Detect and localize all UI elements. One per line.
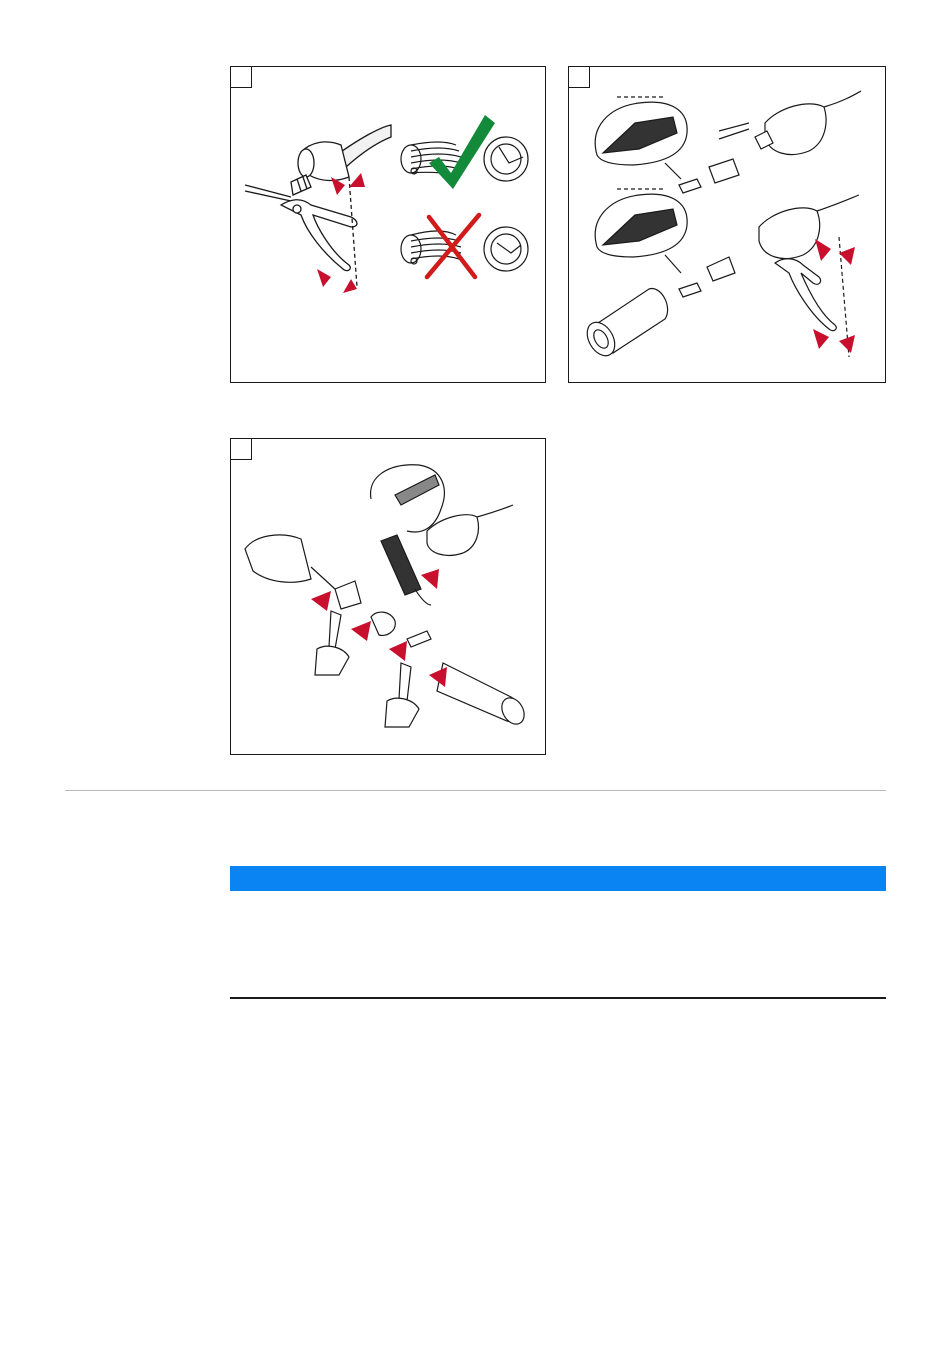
cross-icon [427,215,479,277]
file-tool-icon [381,535,421,595]
note-bottom-rule [230,997,886,999]
note-header-bar [230,866,886,891]
arrow-icon [813,239,855,353]
pliers-icon [775,259,836,331]
section-divider [65,790,886,791]
step-panel-2 [568,66,886,383]
arrow-icon [317,173,365,293]
step-panel-3 [230,438,546,755]
step-panel-1 [230,66,546,383]
liner-coil-correct [401,142,461,175]
tip-holder [335,581,361,609]
contact-tip [407,631,431,647]
pliers-icon [281,200,357,271]
insulator [371,612,395,635]
liner-cutting-illustration [231,67,547,384]
tip-assembly-illustration [231,439,547,756]
wrench-icon [399,663,411,701]
wrench-icon [329,611,341,649]
component-fitting-illustration [569,67,887,384]
